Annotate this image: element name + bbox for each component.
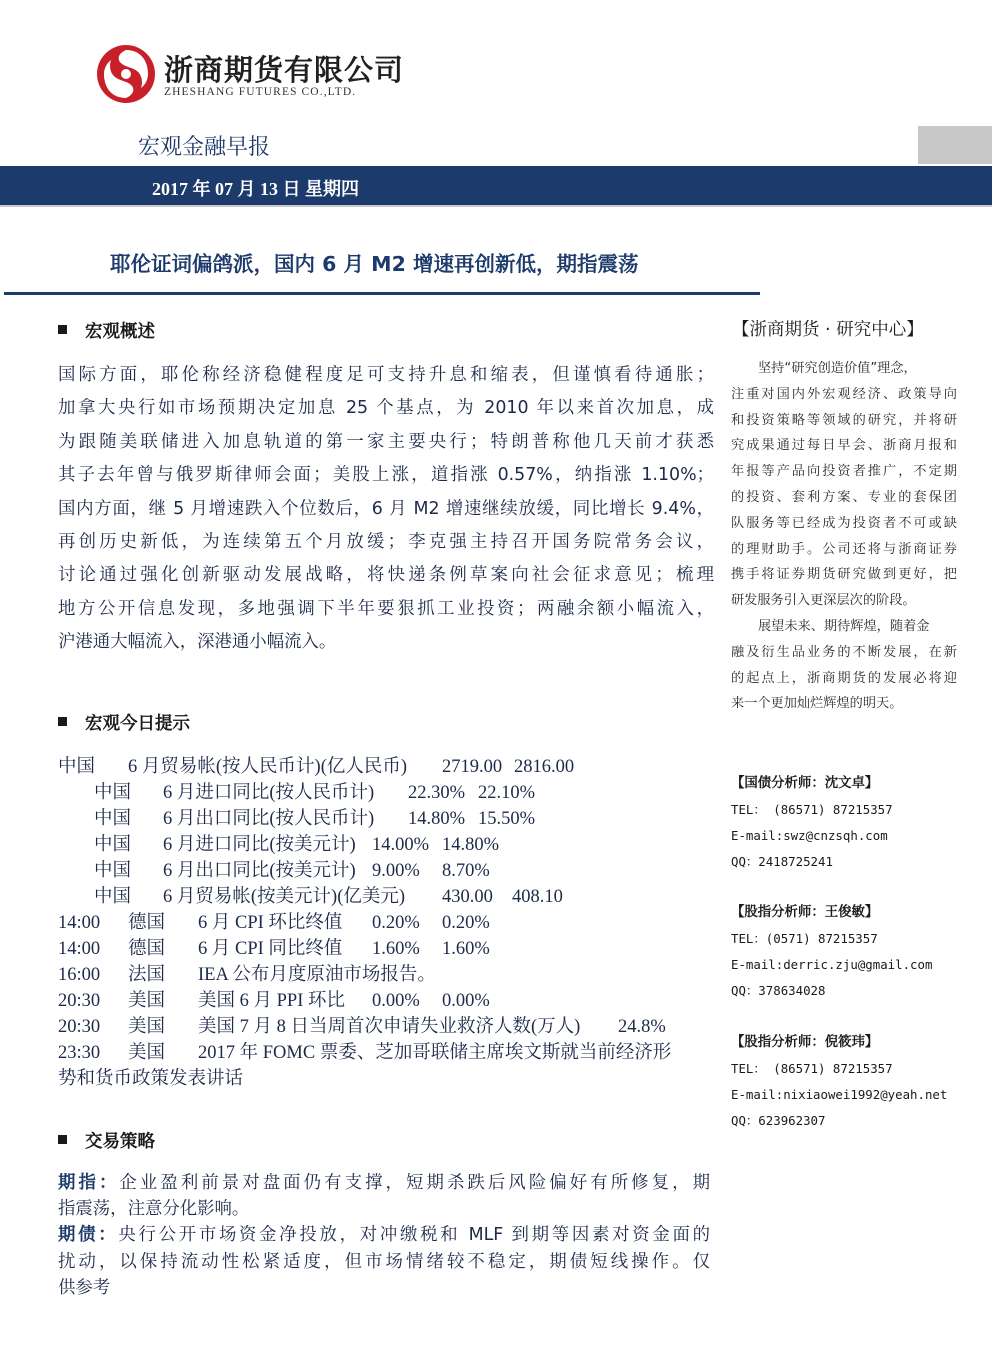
event-name: 6 月 CPI 同比终值	[198, 939, 343, 959]
overview-line: 加拿大央行如市场预期决定加息 25 个基点，为 2010 年以来首次加息，成	[58, 398, 714, 419]
event-value-2: 2816.00	[514, 757, 575, 777]
event-value-2: 15.50%	[478, 809, 536, 829]
intro-line: 融及衍生品业务的不断发展，在新	[731, 644, 957, 660]
event-country: 美国	[128, 1043, 166, 1063]
event-name-continued: 势和货币政策发表讲话	[58, 1069, 244, 1089]
event-row	[58, 780, 718, 806]
sidebar-intro	[731, 356, 957, 717]
event-row	[58, 962, 718, 988]
event-time: 14:00	[58, 913, 101, 933]
event-name: 美国 7 月 8 日当周首次申请失业救济人数(万人)	[198, 1017, 581, 1037]
event-name: 6 月出口同比(按美元计)	[163, 861, 356, 881]
event-row	[58, 806, 718, 832]
event-row	[58, 988, 718, 1014]
strategy-label-index: 期指：	[58, 1173, 120, 1193]
strategy-label-bond: 期债：	[58, 1225, 119, 1246]
date-bar	[0, 166, 992, 206]
overview-line: 讨论通过强化创新驱动发展战略，将快递条例草案向社会征求意见；梳理	[58, 565, 714, 586]
event-time: 14:00	[58, 939, 101, 959]
event-value-1: 22.30%	[408, 783, 466, 803]
event-value-2: 14.80%	[442, 835, 500, 855]
event-time: 20:30	[58, 991, 101, 1011]
event-name: 6 月贸易帐(按人民币计)(亿人民币)	[128, 757, 408, 777]
analyst-qq: QQ：623962307	[731, 1113, 826, 1128]
event-time: 23:30	[58, 1043, 101, 1063]
strategy-line: 期指：企业盈利前景对盘面仍有支撑，短期杀跌后风险偏好有所修复，期	[58, 1173, 710, 1193]
intro-line: 来一个更加灿烂辉煌的明天。	[731, 696, 903, 712]
report-date: 2017 年 07 月 13 日 星期四	[152, 179, 359, 199]
event-value-2: 408.10	[512, 887, 563, 907]
overview-line: 沪港通大幅流入，深港通小幅流入。	[58, 632, 337, 653]
intro-line: 的理财助手。公司还将与浙商证券	[731, 541, 957, 557]
event-value-1: 24.8%	[618, 1017, 666, 1037]
section-title-overview: 宏观概述	[58, 318, 155, 343]
analyst-name: 【股指分析师：王俊敏】	[731, 905, 879, 920]
event-row	[58, 858, 718, 884]
intro-line: 和投资策略等领域的研究，并将研	[731, 412, 957, 428]
intro-line: 的投资、套利方案、专业的套保团	[731, 489, 957, 505]
company-logo-icon	[96, 44, 156, 104]
strategy-line: 扰动，以保持流动性松紧适度，但市场情绪较不稳定，期债短线操作。仅	[58, 1251, 710, 1272]
strategy-paragraph	[58, 1170, 710, 1301]
event-name: 美国 6 月 PPI 环比	[198, 991, 345, 1011]
analyst-email: E-mail:swz@cnzsqh.com	[731, 828, 888, 843]
event-time: 16:00	[58, 965, 101, 985]
company-name-en: ZHESHANG FUTURES CO.,LTD.	[164, 86, 357, 98]
event-name: 6 月进口同比(按美元计)	[163, 835, 356, 855]
header-gray-block	[918, 126, 992, 164]
date-bar-divider	[0, 205, 992, 207]
analyst-name: 【股指分析师：倪筱玮】	[731, 1035, 879, 1050]
event-value-1: 14.00%	[372, 835, 430, 855]
event-row	[58, 910, 718, 936]
event-country: 中国	[94, 861, 132, 881]
event-value-1: 0.00%	[372, 991, 420, 1011]
company-name-cn: 浙商期货有限公司	[164, 53, 405, 87]
event-name: IEA 公布月度原油市场报告。	[198, 965, 436, 985]
overview-line: 其子去年曾与俄罗斯律师会面；美股上涨，道指涨 0.57%，纳指涨 1.10%；	[58, 465, 714, 486]
intro-line: 坚持“研究创造价值”理念，	[758, 361, 917, 376]
section-title-strategy: 交易策略	[58, 1128, 155, 1153]
event-row	[58, 884, 718, 910]
section-title-today: 宏观今日提示	[58, 710, 190, 735]
strategy-line: 供参考	[58, 1277, 111, 1298]
event-value-2: 0.00%	[442, 991, 490, 1011]
event-country: 法国	[128, 965, 166, 985]
event-country: 中国	[94, 887, 132, 907]
event-country: 德国	[128, 939, 166, 959]
analyst-card	[731, 1030, 971, 1134]
intro-line: 年报等产品向投资者推广，不定期	[731, 464, 957, 480]
event-value-1: 2719.00	[442, 757, 503, 777]
event-name: 6 月进口同比(按人民币计)	[163, 783, 375, 803]
intro-line: 研发服务引入更深层次的阶段。	[731, 593, 916, 609]
analyst-qq: QQ：378634028	[731, 983, 826, 998]
headline-divider	[4, 292, 760, 295]
overview-paragraph	[58, 359, 714, 660]
event-value-1: 430.00	[442, 887, 493, 907]
analyst-email: E-mail:nixiaowei1992@yeah.net	[731, 1087, 948, 1102]
event-country: 中国	[58, 757, 96, 777]
bullet-square-icon	[58, 325, 67, 334]
event-country: 德国	[128, 913, 166, 933]
report-headline: 耶伦证词偏鸽派，国内 6 月 M2 增速再创新低，期指震荡	[110, 252, 639, 276]
event-country: 美国	[128, 1017, 166, 1037]
report-type-title: 宏观金融早报	[138, 135, 271, 160]
overview-line: 国际方面，耶伦称经济稳健程度足可支持升息和缩表，但谨慎看待通胀；	[58, 365, 714, 385]
analyst-tel: TEL： (86571) 87215357	[731, 1061, 893, 1076]
analyst-email: E-mail:derric.zju@gmail.com	[731, 957, 933, 972]
overview-line: 地方公开信息发现，多地强调下半年要狠抓工业投资；两融余额小幅流入，	[58, 598, 714, 619]
intro-line: 携手将证券期货研究做到更好，把	[731, 567, 957, 583]
analyst-tel: TEL：(0571) 87215357	[731, 931, 878, 946]
event-list	[58, 754, 718, 1092]
event-row-continuation	[58, 1066, 718, 1092]
strategy-line: 指震荡，注意分化影响。	[58, 1199, 250, 1220]
strategy-line: 期债：央行公开市场资金净投放，对冲缴税和 MLF 到期等因素对资金面的	[58, 1225, 710, 1246]
event-row	[58, 936, 718, 962]
event-row	[58, 1014, 718, 1040]
event-country: 中国	[94, 835, 132, 855]
overview-line: 为跟随美联储进入加息轨道的第一家主要央行；特朗普称他几天前才获悉	[58, 431, 714, 452]
event-value-1: 1.60%	[372, 939, 420, 959]
analyst-card	[731, 771, 971, 875]
analyst-card	[731, 900, 971, 1004]
bullet-square-icon	[58, 1135, 67, 1144]
event-value-1: 14.80%	[408, 809, 466, 829]
event-name: 6 月贸易帐(按美元计)(亿美元)	[163, 887, 406, 907]
event-value-2: 1.60%	[442, 939, 490, 959]
analyst-tel: TEL： (86571) 87215357	[731, 802, 893, 817]
event-row	[58, 754, 718, 780]
overview-line: 再创历史新低，为连续第五个月放缓；李克强主持召开国务院常务会议，	[58, 532, 714, 553]
event-name: 6 月 CPI 环比终值	[198, 913, 343, 933]
event-value-2: 8.70%	[442, 861, 490, 881]
event-country: 中国	[94, 809, 132, 829]
event-time: 20:30	[58, 1017, 101, 1037]
analyst-qq: QQ：2418725241	[731, 854, 833, 869]
overview-line: 国内方面，继 5 月增速跌入个位数后，6 月 M2 增速继续放缓，同比增长 9.4%，	[58, 498, 714, 519]
event-value-1: 0.20%	[372, 913, 420, 933]
bullet-square-icon	[58, 717, 67, 726]
event-value-2: 0.20%	[442, 913, 490, 933]
event-name: 6 月出口同比(按人民币计)	[163, 809, 375, 829]
event-country: 美国	[128, 991, 166, 1011]
intro-line: 注重对国内外宏观经济、政策导向	[731, 386, 957, 402]
event-value-2: 22.10%	[478, 783, 536, 803]
intro-line: 展望未来、期待辉煌，随着金	[758, 618, 930, 634]
intro-line: 的起点上，浙商期货的发展必将迎	[731, 670, 957, 686]
event-value-1: 9.00%	[372, 861, 420, 881]
event-name: 2017 年 FOMC 票委、芝加哥联储主席埃文斯就当前经济形	[198, 1043, 672, 1063]
event-row	[58, 832, 718, 858]
analyst-name: 【国债分析师：沈文卓】	[731, 776, 879, 791]
event-row	[58, 1040, 718, 1066]
intro-line: 究成果通过每日早会、浙商月报和	[731, 438, 957, 454]
intro-line: 队服务等已经成为投资者不可或缺	[731, 515, 957, 531]
sidebar-title: 【浙商期货 · 研究中心】	[732, 320, 924, 340]
event-country: 中国	[94, 783, 132, 803]
